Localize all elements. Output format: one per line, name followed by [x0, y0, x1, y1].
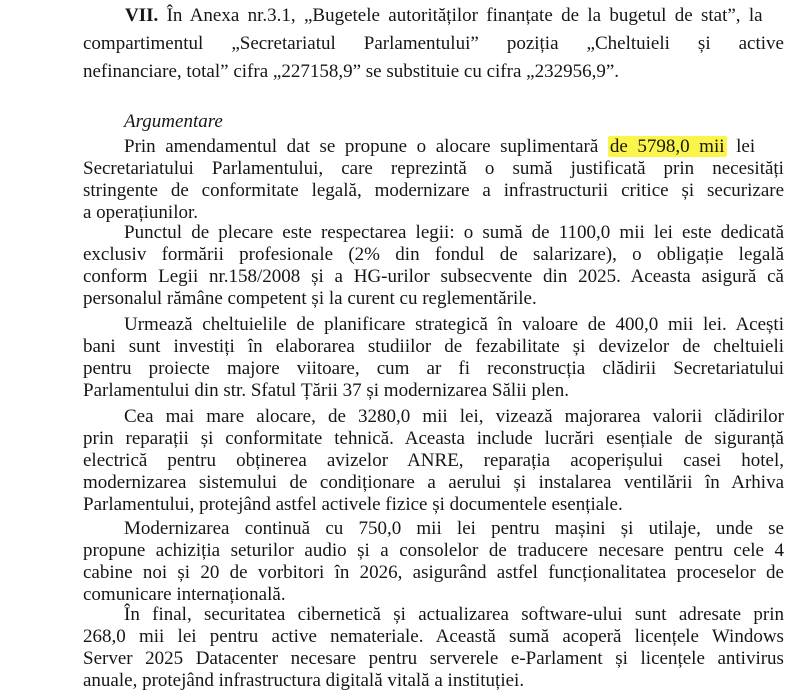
paragraph-4-line-5: Parlamentului, protejând astfel activele fizice și documentele esențiale. [83, 494, 623, 515]
paragraph-2-line-3: conform Legii nr.158/2008 și a HG-urilor subsecvente din 2025. Aceasta asigură că [83, 266, 784, 287]
paragraph-1-line-4: a operațiunilor. [83, 202, 199, 223]
paragraph-6-line-4: anuale, protejând infrastructura digitală vitală a instituției. [83, 670, 525, 691]
paragraph-4-line-2: prin reparații și conformitate tehnică. Aceasta include lucrări esențiale de siguranță [83, 428, 784, 449]
paragraph-2-line-4: personalul rămâne competent și la curent cu reglementările. [83, 288, 537, 309]
paragraph-2-line-2: exclusiv formării profesionale (2% din fondul de salarizare), o obligație legală [83, 244, 785, 265]
paragraph-4-line-4: modernizarea sistemului de condiționare a aerului și instalarea ventilării în Arhiva [83, 472, 785, 493]
paragraph-4-line-3: electrică pentru obținerea avizelor ANRE, reparația acoperișului casei hotel, [83, 450, 784, 471]
paragraph-3-line-1: Urmează cheltuielile de planificare strategică în valoare de 400,0 mii lei. Acești [124, 314, 784, 335]
section-heading-line-1 [125, 4, 763, 28]
paragraph-3-line-3: pentru proiecte majore viitoare, cum ar fi reconstrucția clădirii Secretariatului [83, 358, 785, 379]
paragraph-1-line-3: stringente de conformitate legală, modernizare a infrastructurii critice și securizare [83, 180, 785, 201]
paragraph-4-line-1: Cea mai mare alocare, de 3280,0 mii lei, vizează majorarea valorii clădirilor [124, 406, 784, 427]
highlighted-amount: de 5798,0 mii [609, 136, 725, 157]
paragraph-1-line-2: Secretariatului Parlamentului, care reprezintă o sumă justificată prin necesități [83, 158, 784, 179]
paragraph-6-line-2: 268,0 mii lei pentru active nemateriale. Această sumă acoperă licențele Windows [83, 626, 784, 647]
paragraph-3-line-4: Parlamentului din str. Sfatul Țării 37 și modernizarea Sălii plen. [83, 380, 569, 401]
argumentation-title: Argumentare [124, 111, 223, 132]
paragraph-6-line-3: Server 2025 Datacenter necesare pentru serverele e-Parlament și licențele antivirus [83, 648, 784, 669]
paragraph-1-text: Prin amendamentul dat se propune o alocare suplimentară [124, 136, 608, 157]
paragraph-3-line-2: bani sunt investiți în elaborarea studiilor de fezabilitate și devizelor de cheltuieli [83, 336, 785, 357]
section-heading-line-3: nefinanciare, total” cifra „227158,9” se substituie cu cifra „232956,9”. [83, 61, 620, 82]
paragraph-5-line-1: Modernizarea continuă cu 750,0 mii lei pentru mașini și utilaje, unde se [124, 518, 784, 539]
section-heading-text: În Anexa nr.3.1, „Bugetele autorităților finanțate de la bugetul de stat”, la [158, 5, 763, 26]
section-numeral: VII. [125, 5, 159, 26]
paragraph-5-line-3: cabine noi și 20 de vorbitori în 2026, asigurând astfel funcționalitatea proceselor de [83, 562, 784, 583]
section-heading-line-2: compartimentul „Secretariatul Parlamentului” poziția „Cheltuieli și active [83, 33, 784, 54]
paragraph-1-line-1 [124, 135, 755, 159]
paragraph-5-line-4: comunicare internațională. [83, 584, 286, 605]
paragraph-5-line-2: propune achiziția seturilor audio și a consolelor de traducere necesare pentru cele 4 [83, 540, 784, 561]
paragraph-6-line-1: În final, securitatea cibernetică și actualizarea software-ului sunt adresate prin [124, 604, 785, 625]
paragraph-1-text: lei [726, 136, 756, 157]
paragraph-2-line-1: Punctul de plecare este respectarea legii: o sumă de 1100,0 mii lei este dedicată [124, 222, 785, 243]
